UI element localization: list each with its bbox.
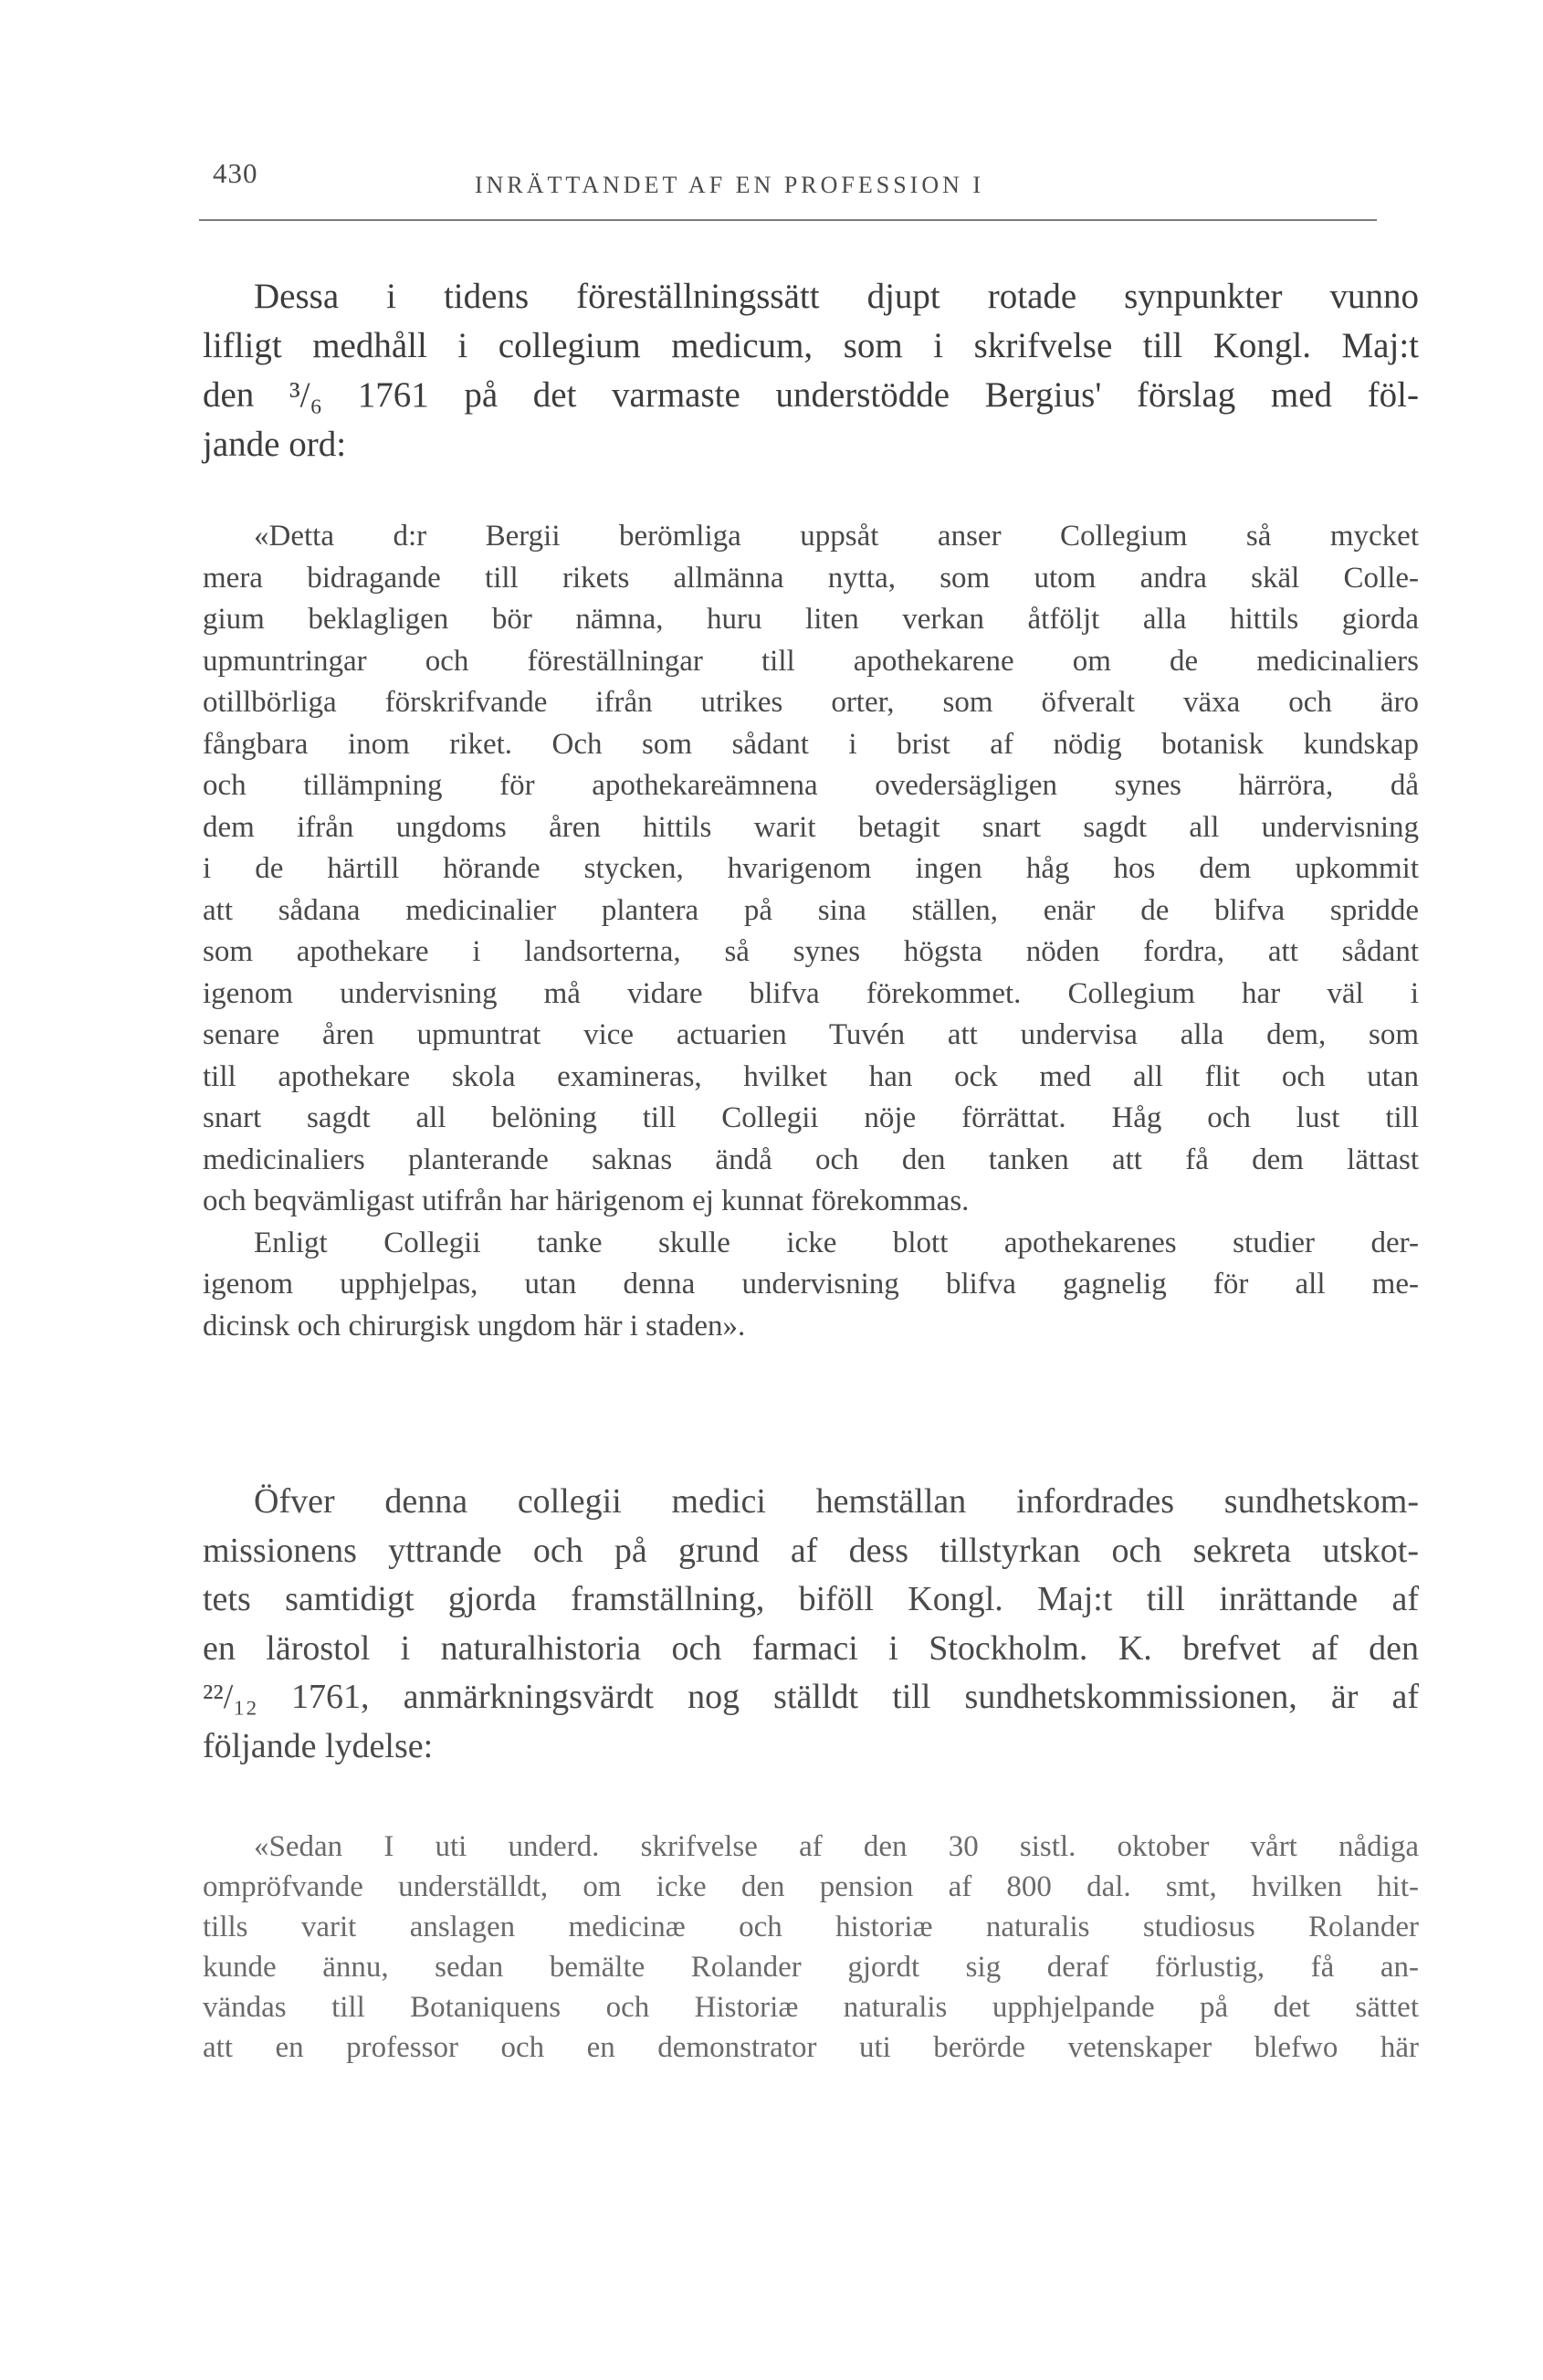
text-line: senare åren upmuntrat vice actuarien Tuvén att undervisa alla dem, som [203,1018,1419,1051]
text-line: missionens yttrande och på grund af dess tillstyrkan och sekreta utskot- [203,1531,1419,1570]
text-line: lifligt medhåll i collegium medicum, som i skrifvelse till Kongl. Maj:t [203,326,1419,365]
text-line: tets samtidigt gjorda framställning, biföll Kongl. Maj:t till inrättande af [203,1580,1419,1618]
text-line: Dessa i tidens föreställningssätt djupt rotade synpunkter vunno [254,277,1419,316]
text-line: och beqvämligast utifrån har härigenom ej kunnat förekommas. [203,1185,970,1217]
text-line: och tillämpning för apothekareämnena ovedersägligen synes härröra, då [203,769,1419,802]
text-line: upmuntringar och föreställningar till apothekarene om de medicinaliers [203,644,1419,678]
text-line: igenom undervisning må vidare blifva förekommet. Collegium har väl i [203,976,1419,1010]
text-line: «Detta d:r Bergii berömliga uppsåt anser Collegium så mycket [254,520,1419,553]
text-line: som apothekare i landsorterna, så synes högsta nöden fordra, att sådant [203,935,1419,968]
text-line: följande lydelse: [203,1726,434,1765]
running-title: INRÄTTANDET AF EN PROFESSION I [475,172,985,198]
text-line: en lärostol i naturalhistoria och farmaci i Stockholm. K. brefvet af den [203,1628,1419,1668]
text-line: ompröfvande underställdt, om icke den pension af 800 dal. smt, hvilken hit- [203,1870,1419,1903]
body-paragraph-2 [203,1478,1419,1771]
text-line: kunde ännu, sedan bemälte Rolander gjordt sig deraf förlustig, få an- [203,1951,1419,1984]
text-line: gium beklagligen bör nämna, huru liten verkan åtföljt alla hittils giorda [203,603,1419,636]
text-line: tills varit anslagen medicinæ och historiæ naturalis studiosus Rolander [203,1911,1419,1943]
text-line: ²²/₁₂ 1761, anmärkningsvärdt nog ställdt till sundhetskommissionen, är af [203,1678,1419,1716]
text-line: fångbara inom riket. Och som sådant i brist af nödig botanisk kundskap [203,727,1419,761]
text-line: vändas till Botaniquens och Historiæ naturalis upphjelpande på det sättet [203,1991,1419,2024]
text-line: snart sagdt all belöning till Collegii nöje förrättat. Håg och lust till [203,1101,1419,1134]
text-line: medicinaliers planterande saknas ändå och den tanken att få dem lättast [203,1143,1419,1176]
quote-paragraph-2 [203,1827,1419,2068]
text-line: den ³/₆ 1761 på det varmaste understödde Bergius' förslag med föl- [203,375,1419,415]
quote-paragraph-1 [203,516,1419,1347]
text-line: mera bidragande till rikets allmänna nytta, som utom andra skäl Colle- [203,561,1419,595]
header-rule [199,219,1377,221]
text-line: dicinsk och chirurgisk ungdom här i staden». [203,1309,746,1343]
text-line: att sådana medicinalier plantera på sina ställen, enär de blifva spridde [203,893,1419,927]
text-line: dem ifrån ungdoms åren hittils warit betagit snart sagdt all undervisning [203,810,1419,844]
text-line: Enligt Collegii tanke skulle icke blott apothekarenes studier der- [254,1226,1419,1259]
page-number: 430 [213,157,258,189]
text-line: att en professor och en demonstrator uti berörde vetenskaper blefwo här [203,2031,1419,2064]
text-line: i de härtill hörande stycken, hvarigenom ingen håg hos dem upkommit [203,852,1419,885]
intro-paragraph [203,272,1419,469]
text-line: Öfver denna collegii medici hemställan infordrades sundhetskom- [254,1482,1419,1521]
text-line: jande ord: [203,425,347,464]
text-line: till apothekare skola examineras, hvilket han ock med all flit och utan [203,1059,1419,1093]
text-line: igenom upphjelpas, utan denna undervisning blifva gagnelig för all me- [203,1268,1419,1301]
text-line: otillbörliga förskrifvande ifrån utrikes orter, som öfveralt växa och äro [203,686,1419,719]
text-line: «Sedan I uti underd. skrifvelse af den 30 sistl. oktober vårt nådiga [254,1830,1419,1863]
